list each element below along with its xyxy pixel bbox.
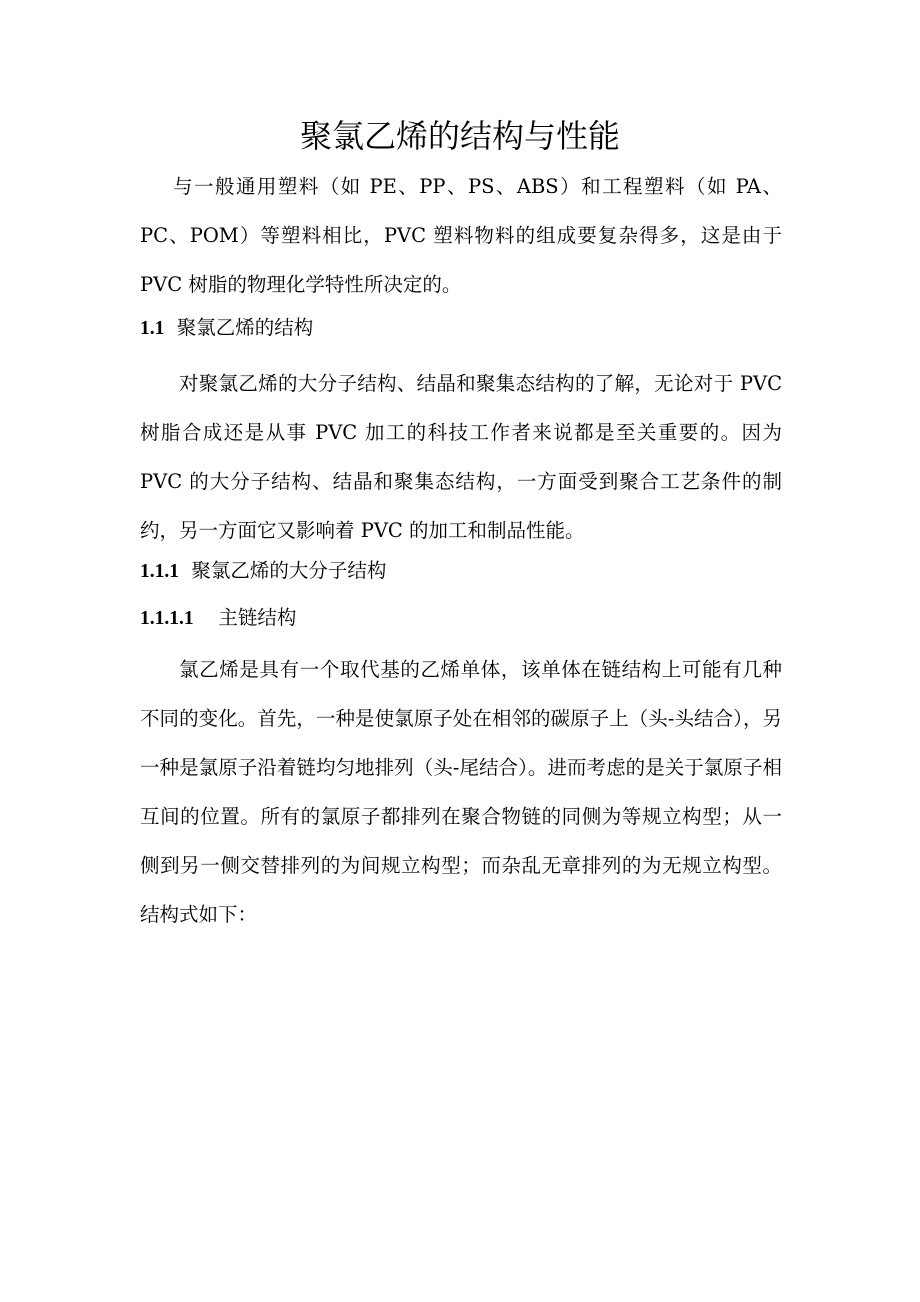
section-title: 主链结构 (218, 606, 297, 629)
section-heading-1-1-1-1 (140, 603, 782, 634)
document-title: 聚氯乙烯的结构与性能 (299, 117, 620, 155)
section-number: 1.1 (140, 318, 165, 339)
section-heading-1-1-1 (140, 556, 782, 587)
intro-paragraph: 与一般通用塑料（如 PE、PP、PS、ABS）和工程塑料（如 PA、PC、POM）等塑料相比，PVC 塑料物料的组成要复杂得多，这是由于 PVC 树脂的物理化学特性所决定的。 (140, 175, 782, 296)
section-1-1-1-1-paragraph: 氯乙烯是具有一个取代基的乙烯单体，该单体在链结构上可能有几种不同的变化。首先，一种是使氯原子处在相邻的碳原子上（头-头结合），另一种是氯原子沿着链均匀地排列（头-尾结合）。进而考虑的是关于氯原子相互间的位置。所有的氯原子都排列在聚合物链的同侧为等规立构型；从一侧到另一侧交替排列的为间规立构型；而杂乱无章排列的为无规立构型。结构式如下： (140, 658, 782, 926)
section-number: 1.1.1.1 (140, 608, 194, 629)
section-1-1-paragraph: 对聚氯乙烯的大分子结构、结晶和聚集态结构的了解，无论对于 PVC 树脂合成还是从事 PVC 加工的科技工作者来说都是至关重要的。因为 PVC 的大分子结构、结晶和聚集态结构，一方面受到聚合工艺条件的制约，另一方面它又影响着 PVC 的加工和制品性能。 (140, 372, 782, 542)
section-number: 1.1.1 (140, 561, 179, 582)
section-title: 聚氯乙烯的大分子结构 (191, 559, 387, 582)
section-title: 聚氯乙烯的结构 (176, 316, 314, 339)
section-heading-1-1 (140, 313, 782, 344)
